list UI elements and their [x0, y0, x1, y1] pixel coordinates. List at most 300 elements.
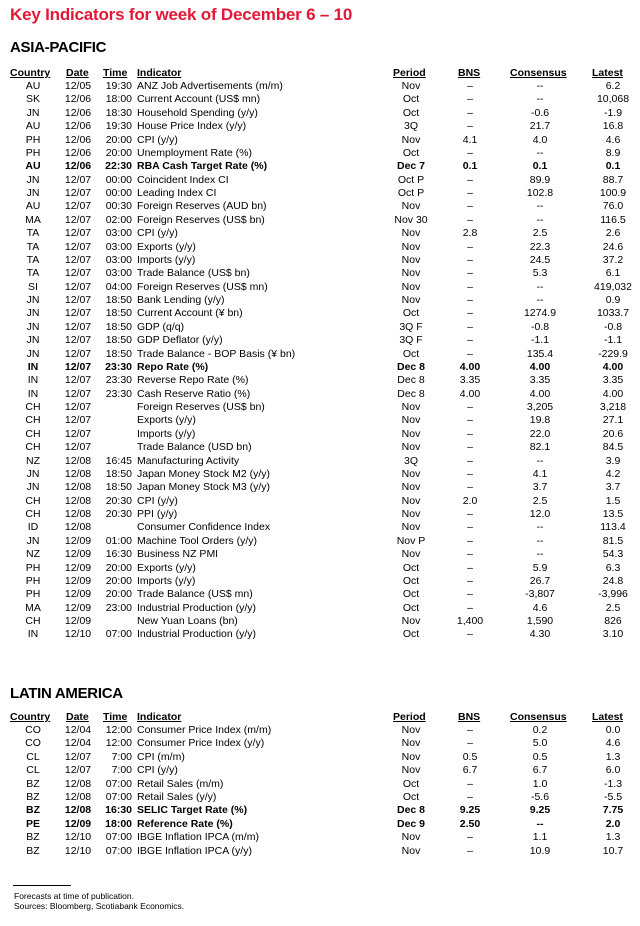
table-row	[0, 778, 640, 791]
cell-latest: 0.9	[605, 294, 621, 306]
cell-country: JN	[26, 534, 40, 547]
cell-country: JN	[26, 307, 40, 320]
cell-latest: -3,996	[598, 588, 628, 601]
cell-bns: –	[467, 561, 473, 574]
cell-country: JN	[26, 467, 40, 480]
cell-date: 12/07	[64, 173, 92, 186]
cell-time: 18:50	[105, 294, 132, 306]
cell-date: 12/07	[64, 280, 92, 293]
cell-period: Dec 8	[397, 387, 425, 400]
cell-indicator: Trade Balance (USD bn)	[137, 441, 252, 454]
cell-period: Nov	[401, 441, 421, 454]
cell-date: 12/08	[64, 494, 92, 507]
table-row	[0, 147, 640, 160]
cell-bns: –	[467, 601, 473, 614]
cell-consensus: 1.1	[532, 831, 548, 844]
cell-consensus: 4.1	[532, 467, 548, 480]
cell-country: JN	[26, 320, 40, 333]
cell-latest: 6.2	[605, 80, 621, 92]
cell-indicator: ANZ Job Advertisements (m/m)	[137, 80, 283, 92]
table-row	[0, 254, 640, 267]
cell-bns: –	[467, 777, 473, 790]
cell-indicator: Consumer Confidence Index	[137, 521, 271, 534]
table-row	[0, 160, 640, 173]
cell-consensus: 4.6	[532, 601, 548, 614]
cell-date: 12/09	[64, 548, 92, 561]
cell-consensus: 12.0	[529, 508, 551, 520]
cell-indicator: Trade Balance - BOP Basis (¥ bn)	[137, 347, 296, 360]
cell-bns: –	[467, 467, 473, 480]
cell-indicator: CPI (y/y)	[137, 494, 178, 507]
cell-country: BZ	[26, 777, 40, 790]
cell-period: Nov	[401, 427, 421, 440]
cell-date: 12/09	[64, 817, 92, 830]
col-header-period: Period	[393, 67, 426, 79]
cell-bns: –	[467, 574, 473, 587]
cell-time: 23:00	[105, 601, 132, 614]
cell-consensus: 82.1	[529, 441, 551, 454]
cell-consensus: 1,590	[526, 615, 554, 627]
cell-period: Oct	[402, 93, 420, 106]
cell-date: 12/06	[64, 146, 92, 159]
table-row	[0, 441, 640, 454]
cell-country: TA	[26, 240, 40, 253]
cell-consensus: 10.9	[529, 844, 551, 857]
cell-latest: 1033.7	[596, 307, 630, 320]
cell-latest: 6.1	[605, 267, 621, 280]
table-row	[0, 575, 640, 588]
cell-time: 18:50	[105, 347, 132, 360]
cell-latest: -1.1	[603, 334, 623, 347]
cell-country: IN	[27, 360, 39, 373]
cell-date: 12/07	[64, 294, 92, 306]
table-row	[0, 241, 640, 254]
cell-date: 12/09	[64, 615, 92, 627]
cell-indicator: Cash Reserve Ratio (%)	[137, 387, 251, 400]
cell-latest: 2.0	[605, 817, 621, 830]
cell-time: 12:00	[105, 737, 132, 750]
cell-indicator: Business NZ PMI	[137, 548, 219, 561]
cell-consensus: -0.8	[530, 320, 550, 333]
table-row	[0, 508, 640, 521]
cell-period: Oct	[402, 574, 420, 587]
cell-consensus: --	[536, 280, 544, 293]
latin-america-table	[0, 711, 640, 858]
col-header-bns: BNS	[458, 711, 481, 723]
cell-indicator: Exports (y/y)	[137, 414, 196, 427]
table-row	[0, 724, 640, 737]
cell-indicator: IBGE Inflation IPCA (y/y)	[137, 844, 252, 857]
table-row	[0, 281, 640, 294]
cell-country: PH	[25, 588, 41, 601]
cell-time: 22:30	[105, 160, 132, 173]
cell-indicator: Exports (y/y)	[137, 561, 196, 574]
table-row	[0, 321, 640, 334]
cell-time: 03:00	[105, 240, 132, 253]
cell-bns: 9.25	[459, 804, 481, 817]
cell-period: Oct	[402, 777, 420, 790]
cell-date: 12/07	[64, 200, 92, 213]
cell-bns: 2.8	[462, 227, 478, 240]
cell-date: 12/08	[64, 467, 92, 480]
cell-date: 12/07	[64, 227, 92, 240]
cell-date: 12/04	[64, 724, 92, 736]
cell-country: PH	[25, 574, 41, 587]
cell-bns: 1,400	[456, 615, 484, 627]
cell-period: Nov	[401, 467, 421, 480]
cell-period: Nov	[401, 401, 421, 413]
cell-date: 12/08	[64, 804, 92, 817]
cell-time: 12:00	[105, 724, 132, 736]
cell-period: Nov	[401, 494, 421, 507]
cell-consensus: 102.8	[526, 187, 554, 199]
cell-date: 12/07	[64, 347, 92, 360]
cell-bns: –	[467, 534, 473, 547]
cell-indicator: Japan Money Stock M3 (y/y)	[137, 481, 271, 494]
cell-indicator: Industrial Production (y/y)	[137, 601, 257, 614]
cell-indicator: CPI (y/y)	[137, 227, 178, 240]
cell-bns: –	[467, 187, 473, 199]
cell-bns: –	[467, 173, 473, 186]
cell-latest: 4.6	[605, 133, 621, 146]
cell-country: JN	[26, 334, 40, 347]
cell-country: BZ	[26, 790, 40, 803]
col-header-indicator: Indicator	[137, 67, 182, 79]
cell-latest: 1.5	[605, 494, 621, 507]
cell-bns: –	[467, 80, 473, 92]
cell-time: 23:30	[105, 387, 132, 400]
cell-country: NZ	[26, 454, 40, 467]
cell-time: 20:00	[105, 561, 132, 574]
cell-period: Nov	[401, 750, 421, 763]
cell-consensus: -0.6	[530, 106, 550, 119]
cell-indicator: Foreign Reserves (AUD bn)	[137, 200, 267, 213]
cell-period: Oct	[402, 588, 420, 601]
cell-country: JN	[26, 173, 40, 186]
cell-bns: –	[467, 120, 473, 133]
cell-country: IN	[27, 387, 39, 400]
cell-bns: –	[467, 106, 473, 119]
cell-latest: 7.75	[602, 804, 624, 817]
table-row	[0, 588, 640, 601]
cell-indicator: Reverse Repo Rate (%)	[137, 374, 249, 387]
cell-time: 20:00	[105, 146, 132, 159]
cell-consensus: 1.0	[532, 777, 548, 790]
cell-country: CH	[25, 427, 41, 440]
cell-date: 12/08	[64, 790, 92, 803]
table-row	[0, 495, 640, 508]
cell-country: JN	[26, 106, 40, 119]
cell-indicator: SELIC Target Rate (%)	[137, 804, 248, 817]
cell-indicator: Exports (y/y)	[137, 240, 196, 253]
cell-period: Nov	[401, 548, 421, 561]
cell-consensus: --	[536, 521, 544, 534]
cell-time: 07:00	[105, 628, 132, 641]
cell-time: 20:30	[105, 508, 132, 520]
cell-date: 12/07	[64, 240, 92, 253]
cell-period: Oct P	[397, 173, 425, 186]
cell-indicator: Imports (y/y)	[137, 574, 196, 587]
cell-country: TA	[26, 227, 40, 240]
table-row	[0, 468, 640, 481]
cell-bns: 4.00	[459, 360, 481, 373]
col-header-bns: BNS	[458, 67, 481, 79]
cell-date: 12/07	[64, 267, 92, 280]
cell-consensus: 3,205	[526, 401, 554, 413]
cell-consensus: --	[536, 213, 544, 226]
cell-time: 03:00	[105, 267, 132, 280]
cell-latest: 113.4	[600, 521, 626, 534]
cell-bns: 0.5	[462, 750, 478, 763]
cell-period: Nov	[401, 508, 421, 520]
cell-latest: 1.3	[605, 750, 621, 763]
cell-bns: –	[467, 213, 473, 226]
table-row	[0, 562, 640, 575]
cell-bns: –	[467, 320, 473, 333]
table-row	[0, 535, 640, 548]
cell-country: JN	[26, 187, 40, 199]
cell-time: 04:00	[105, 280, 132, 293]
cell-consensus: 135.4	[526, 347, 554, 360]
cell-bns: –	[467, 724, 473, 736]
table-row	[0, 80, 640, 93]
cell-time: 20:30	[105, 494, 132, 507]
cell-time: 18:50	[105, 334, 132, 347]
cell-date: 12/07	[64, 387, 92, 400]
cell-period: Nov	[401, 414, 421, 427]
cell-bns: 2.0	[462, 494, 478, 507]
cell-bns: –	[467, 294, 473, 306]
table-row	[0, 791, 640, 804]
cell-period: Oct	[402, 601, 420, 614]
cell-latest: 2.6	[605, 227, 621, 240]
cell-country: MA	[25, 213, 41, 226]
section-heading-latin-america: LATIN AMERICA	[10, 685, 123, 702]
asia-pacific-table-body	[0, 80, 640, 642]
section-heading-asia-pacific: ASIA-PACIFIC	[10, 39, 107, 56]
cell-bns: –	[467, 334, 473, 347]
cell-consensus: 5.3	[532, 267, 548, 280]
cell-consensus: 1274.9	[523, 307, 557, 320]
cell-country: PE	[25, 817, 40, 830]
table-header-row	[0, 67, 640, 80]
cell-indicator: Retail Sales (y/y)	[137, 790, 217, 803]
cell-bns: –	[467, 737, 473, 750]
cell-country: AU	[25, 160, 41, 173]
cell-date: 12/07	[64, 187, 92, 199]
cell-bns: –	[467, 280, 473, 293]
cell-indicator: Foreign Reserves (US$ mn)	[137, 280, 268, 293]
cell-time: 18:00	[105, 817, 132, 830]
col-header-time: Time	[103, 67, 128, 79]
col-header-date: Date	[66, 711, 89, 723]
cell-time: 02:00	[105, 213, 132, 226]
cell-indicator: Consumer Price Index (m/m)	[137, 724, 272, 736]
cell-country: CO	[25, 724, 41, 736]
col-header-date: Date	[66, 67, 89, 79]
cell-latest: 4.6	[605, 737, 621, 750]
cell-bns: 2.50	[459, 817, 481, 830]
cell-latest: 37.2	[602, 253, 624, 266]
cell-date: 12/09	[64, 534, 92, 547]
col-header-country: Country	[10, 711, 51, 723]
cell-country: PH	[25, 561, 41, 574]
cell-period: Dec 9	[396, 817, 426, 830]
cell-country: CH	[25, 508, 41, 520]
table-row	[0, 294, 640, 307]
cell-country: TA	[26, 267, 40, 280]
cell-time: 19:30	[105, 80, 132, 92]
table-row	[0, 361, 640, 374]
cell-period: Dec 8	[397, 374, 425, 387]
col-header-period: Period	[393, 711, 426, 723]
table-row	[0, 227, 640, 240]
cell-country: ID	[27, 521, 39, 534]
cell-latest: -0.8	[603, 320, 623, 333]
cell-period: Nov	[401, 80, 421, 92]
cell-consensus: --	[536, 534, 544, 547]
cell-bns: –	[467, 146, 473, 159]
cell-bns: –	[467, 441, 473, 454]
cell-indicator: Manufacturing Activity	[137, 454, 240, 467]
cell-consensus: -1.1	[530, 334, 550, 347]
cell-country: AU	[25, 200, 41, 213]
cell-indicator: Current Account (US$ mn)	[137, 93, 261, 106]
table-row	[0, 214, 640, 227]
cell-bns: 4.1	[462, 133, 478, 146]
cell-period: Nov	[401, 521, 421, 534]
table-row	[0, 818, 640, 831]
cell-indicator: Foreign Reserves (US$ bn)	[137, 401, 265, 413]
cell-bns: –	[467, 93, 473, 106]
cell-time: 00:00	[105, 173, 132, 186]
cell-bns: –	[467, 844, 473, 857]
table-row	[0, 107, 640, 120]
cell-bns: –	[467, 588, 473, 601]
cell-date: 12/06	[64, 160, 92, 173]
cell-period: Nov 30	[394, 213, 428, 226]
cell-date: 12/08	[64, 777, 92, 790]
cell-latest: 4.2	[605, 467, 621, 480]
cell-country: CH	[25, 615, 41, 627]
table-row	[0, 764, 640, 777]
cell-date: 12/09	[64, 574, 92, 587]
cell-indicator: GDP (q/q)	[137, 320, 185, 333]
cell-latest: 419,032	[594, 280, 632, 293]
cell-indicator: Repo Rate (%)	[137, 360, 209, 373]
cell-latest: 3.7	[605, 481, 621, 494]
cell-bns: –	[467, 790, 473, 803]
table-row	[0, 615, 640, 628]
col-header-consensus: Consensus	[510, 711, 567, 723]
cell-period: 3Q	[403, 454, 418, 467]
cell-date: 12/08	[64, 508, 92, 520]
col-header-country: Country	[10, 67, 51, 79]
table-row	[0, 831, 640, 844]
cell-latest: 116.5	[600, 213, 626, 226]
cell-time: 20:00	[105, 588, 132, 601]
cell-bns: –	[467, 253, 473, 266]
cell-consensus: --	[536, 200, 544, 213]
cell-period: Dec 8	[396, 360, 426, 373]
cell-country: CL	[26, 750, 40, 763]
cell-consensus: --	[536, 548, 544, 561]
cell-bns: –	[467, 628, 473, 641]
cell-period: 3Q	[403, 120, 418, 133]
cell-date: 12/07	[64, 750, 92, 763]
cell-bns: –	[467, 481, 473, 494]
cell-period: Nov	[401, 615, 421, 627]
cell-bns: 0.1	[462, 160, 478, 173]
cell-latest: -229.9	[598, 347, 628, 360]
cell-bns: 4.00	[459, 387, 481, 400]
cell-date: 12/05	[64, 80, 92, 92]
footnote-divider	[13, 885, 71, 886]
cell-bns: –	[467, 548, 473, 561]
cell-indicator: CPI (y/y)	[137, 133, 178, 146]
cell-time: 18:50	[105, 481, 132, 494]
cell-indicator: RBA Cash Target Rate (%)	[137, 160, 268, 173]
table-row	[0, 548, 640, 561]
table-row	[0, 388, 640, 401]
cell-bns: –	[467, 831, 473, 844]
cell-indicator: House Price Index (y/y)	[137, 120, 247, 133]
cell-period: Nov	[401, 227, 421, 240]
cell-consensus: 22.3	[529, 240, 551, 253]
cell-latest: 1.3	[605, 831, 621, 844]
cell-consensus: 24.5	[529, 253, 551, 266]
cell-consensus: 3.35	[529, 374, 551, 387]
cell-period: Nov P	[396, 534, 426, 547]
cell-country: JN	[26, 481, 40, 494]
cell-time: 07:00	[105, 790, 132, 803]
cell-latest: 8.9	[605, 146, 621, 159]
table-row	[0, 751, 640, 764]
cell-latest: -1.3	[603, 777, 623, 790]
table-row	[0, 804, 640, 817]
cell-period: Nov	[401, 200, 421, 213]
cell-period: Nov	[401, 764, 421, 777]
table-row	[0, 455, 640, 468]
cell-latest: 6.0	[605, 764, 621, 777]
cell-country: CO	[25, 737, 41, 750]
table-row	[0, 414, 640, 427]
cell-consensus: 89.9	[529, 173, 551, 186]
cell-indicator: Trade Balance (US$ mn)	[137, 588, 253, 601]
cell-consensus: 4.30	[529, 628, 551, 641]
cell-period: Nov	[401, 253, 421, 266]
cell-date: 12/07	[64, 253, 92, 266]
cell-bns: –	[467, 307, 473, 320]
cell-country: NZ	[26, 548, 40, 561]
cell-latest: 3.9	[605, 454, 621, 467]
table-row	[0, 602, 640, 615]
table-row	[0, 845, 640, 858]
footnote-forecasts: Forecasts at time of publication.	[14, 891, 135, 901]
cell-country: IN	[27, 628, 39, 641]
cell-latest: 84.5	[602, 441, 624, 454]
cell-time: 7:00	[111, 750, 132, 763]
cell-date: 12/07	[64, 441, 92, 454]
cell-indicator: Leading Index CI	[137, 187, 217, 199]
cell-time: 03:00	[105, 227, 132, 240]
cell-indicator: Imports (y/y)	[137, 427, 196, 440]
cell-country: BZ	[26, 831, 40, 844]
cell-latest: 24.6	[602, 240, 624, 253]
cell-date: 12/10	[64, 844, 92, 857]
table-row	[0, 374, 640, 387]
cell-bns: 3.35	[459, 374, 481, 387]
